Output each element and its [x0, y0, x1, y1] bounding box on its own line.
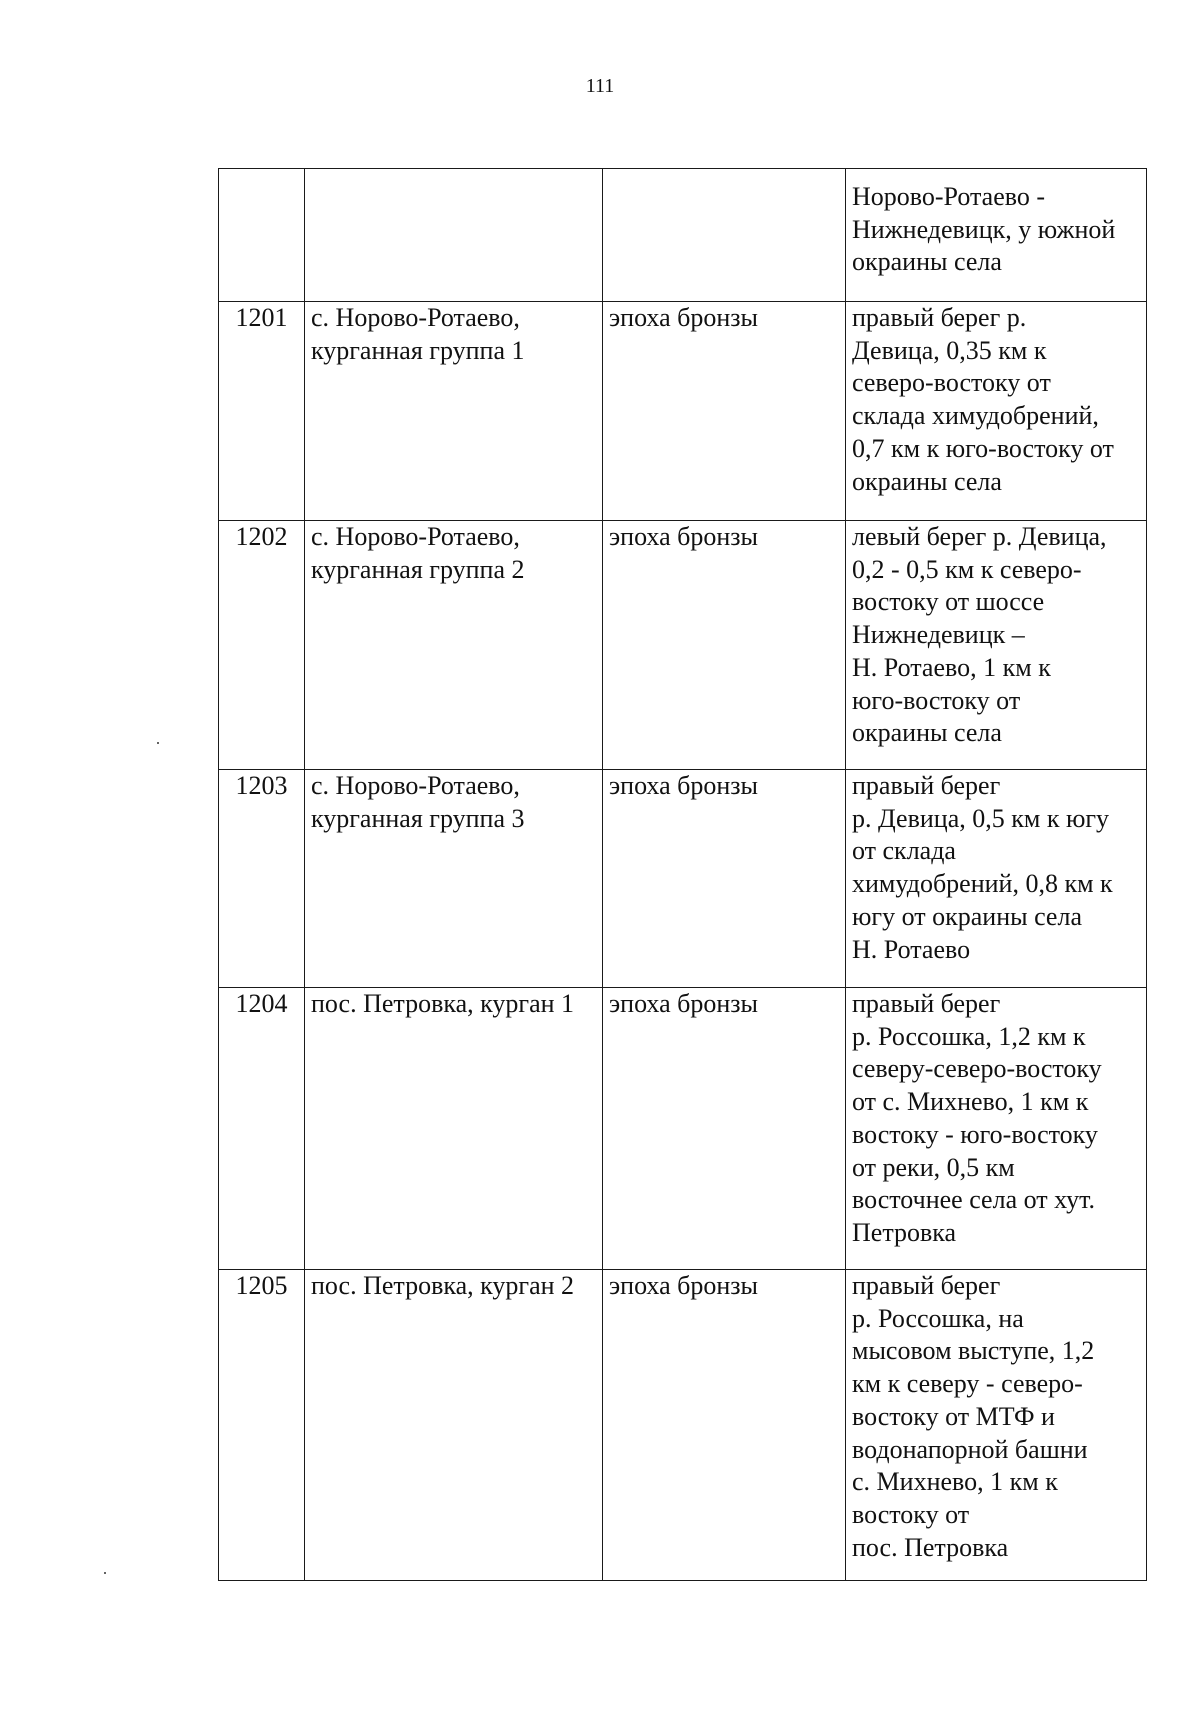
cell-dating: эпоха бронзы: [603, 1270, 846, 1581]
cell-location: правый берег р. Девица, 0,35 км к северо-востоку от склада химудобрений, 0,7 км к юго-востоку от окраины села: [846, 302, 1147, 521]
cell-dating: эпоха бронзы: [603, 521, 846, 770]
cell-number: 1203: [219, 770, 305, 988]
cell-location: левый берег р. Девица, 0,2 - 0,5 км к северо- востоку от шоссе Нижнедевицк – Н. Ротаево, 1 км к юго-востоку от окраины села: [846, 521, 1147, 770]
cell-site-name: пос. Петровка, курган 2: [305, 1270, 603, 1581]
scan-speck: [104, 1572, 106, 1574]
cell-number: 1205: [219, 1270, 305, 1581]
cell-dating: [603, 169, 846, 302]
cell-site-name: с. Норово-Ротаево, курганная группа 1: [305, 302, 603, 521]
table-row: [219, 302, 1147, 521]
cell-dating: эпоха бронзы: [603, 770, 846, 988]
cell-site-name: пос. Петровка, курган 1: [305, 988, 603, 1270]
cell-number: 1201: [219, 302, 305, 521]
page-number: 111: [585, 75, 615, 97]
cell-dating: эпоха бронзы: [603, 988, 846, 1270]
cell-number: 1202: [219, 521, 305, 770]
cell-site-name: [305, 169, 603, 302]
table-row-continuation: [219, 169, 1147, 302]
cell-site-name: с. Норово-Ротаево, курганная группа 2: [305, 521, 603, 770]
cell-number: [219, 169, 305, 302]
table-row: [219, 1270, 1147, 1581]
table-row: [219, 521, 1147, 770]
cell-number: 1204: [219, 988, 305, 1270]
scan-speck: [157, 742, 159, 744]
cell-dating: эпоха бронзы: [603, 302, 846, 521]
table-row: [219, 770, 1147, 988]
cell-location: правый берег р. Девица, 0,5 км к югу от склада химудобрений, 0,8 км к югу от окраины села Н. Ротаево: [846, 770, 1147, 988]
cell-location: правый берег р. Россошка, на мысовом выступе, 1,2 км к северу - северо- востоку от МТФ и водонапорной башни с. Михнево, 1 км к востоку от пос. Петровка: [846, 1270, 1147, 1581]
table-row: [219, 988, 1147, 1270]
cell-location: Норово-Ротаево - Нижнедевицк, у южной окраины села: [846, 169, 1147, 302]
cell-location: правый берег р. Россошка, 1,2 км к северу-северо-востоку от с. Михнево, 1 км к востоку - юго-востоку от реки, 0,5 км восточнее села от хут. Петровка: [846, 988, 1147, 1270]
heritage-sites-table: [218, 168, 1147, 1581]
cell-site-name: с. Норово-Ротаево, курганная группа 3: [305, 770, 603, 988]
